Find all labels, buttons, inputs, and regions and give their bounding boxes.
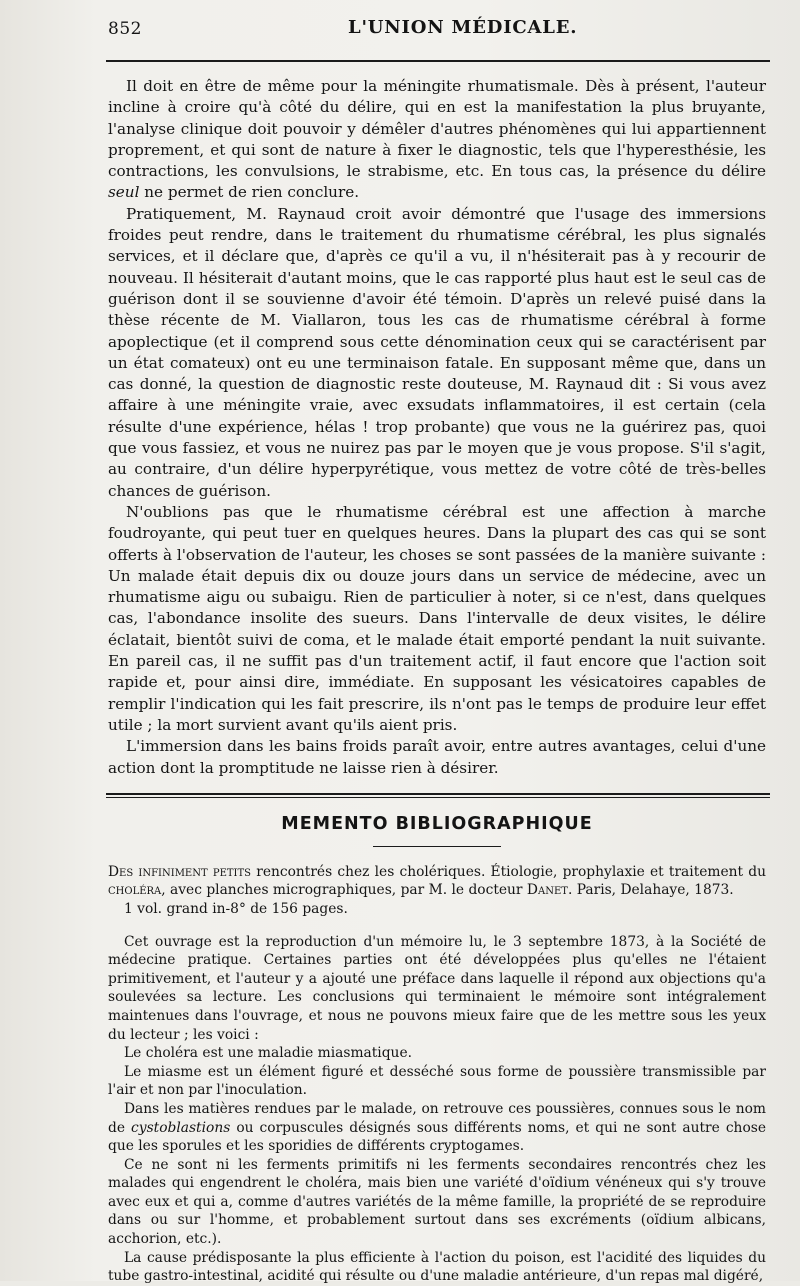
article-italic-seul: seul bbox=[108, 183, 140, 202]
page-number: 852 bbox=[108, 19, 142, 39]
article-paragraph-1-tail: ne permet de rien conclure. bbox=[139, 183, 360, 202]
review-paragraph-1: Cet ouvrage est la reproduction d'un mémoire lu, le 3 septembre 1873, à la Société de médecine pratique. Certaines parties ont été développées plus qu'elles ne l'étaient primitivement, et l'auteur y a ajouté une préface dans laquelle il répond aux objections qu'a soulevées sa lecture. Les conclusions qui terminaient le mémoire sont intégralement maintenues dans l'ouvrage, et nous ne pouvons mieux faire que de les mettre sous les yeux du lecteur ; les voici : bbox=[108, 933, 766, 1043]
running-head bbox=[108, 14, 766, 48]
article-paragraph-1 bbox=[108, 76, 766, 204]
ref-author-smallcaps: Danet bbox=[526, 882, 568, 899]
memento-title: MEMENTO BIBLIOGRAPHIQUE bbox=[281, 813, 593, 834]
ref-cholera-smallcaps: choléra bbox=[108, 882, 162, 899]
article-body bbox=[108, 76, 766, 779]
ref-title-smallcaps: Des infiniment petits bbox=[108, 863, 252, 880]
ref-after-cholera: , avec planches micrographiques, par M. le docteur bbox=[161, 882, 527, 899]
review-paragraph-6: La cause prédisposante la plus efficiente à l'action du poison, est l'acidité des liquides du tube gastro-intestinal, acidité qui résulte ou d'une maladie antérieure, d'un repas mal digéré, bbox=[108, 1249, 766, 1285]
ref-publisher: . Paris, Delahaye, 1873. bbox=[567, 882, 734, 899]
review-paragraph-4 bbox=[108, 1100, 766, 1156]
bibliographic-reference bbox=[108, 863, 766, 919]
bibliography-section bbox=[108, 863, 766, 1286]
review-paragraph-2: Le choléra est une maladie miasmatique. bbox=[124, 1045, 412, 1062]
header-rule bbox=[106, 60, 770, 62]
review-paragraph-4-tail: ou corpuscules désignés sous différents noms, et qui ne sont autre chose que les sporules et les sporidies de différents cryptogames. bbox=[108, 1119, 766, 1155]
review-paragraph-3: Le miasme est un élément figuré et desséché sous forme de poussière transmissible par l'air et non par l'inoculation. bbox=[108, 1063, 766, 1099]
review-paragraph-4-head: Dans les matières rendues par le malade, on retrouve ces poussières, connues sous le nom de bbox=[108, 1100, 766, 1136]
review-paragraph-5: Ce ne sont ni les ferments primitifs ni les ferments secondaires rencontrés chez les malades qui engendrent le choléra, mais bien une variété d'oïdium vénéneux qui s'y trouve avec eux et qui a, comme d'autres variétés de la même famille, la propriété de se reproduire dans ou sur l'homme, et probablement surtout dans ses excréments (oïdium albicans, acchorion, etc.). bbox=[108, 1156, 766, 1248]
memento-underline bbox=[373, 846, 501, 847]
article-paragraph-4: L'immersion dans les bains froids paraît avoir, entre autres avantages, celui d'une action dont la promptitude ne laisse rien à désirer. bbox=[108, 737, 766, 777]
review-italic-cystoblastions: cystoblastions bbox=[131, 1119, 231, 1136]
article-paragraph-2: Pratiquement, M. Raynaud croit avoir démontré que l'usage des immersions froides peut rendre, dans le traitement du rhumatisme cérébral, les plus signalés services, et il déclare que, d'après ce qu'il a vu, il n'hésiterait pas à y recourir de nouveau. Il hésiterait d'autant moins, que le cas rapporté plus haut est le seul cas de guérison dont il se souvienne d'avoir été témoin. D'après un relevé puisé dans la thèse récente de M. Viallaron, tous les cas de rhumatisme cérébral à forme apoplectique (et il comprend sous cette dénomination ceux qui se caractérisent par un état comateux) ont eu une terminaison fatale. En supposant même que, dans un cas donné, la question de diagnostic reste douteuse, M. Raynaud dit : Si vous avez affaire à une méningite vraie, avec exsudats inflammatoires, il est certain (cela résulte d'une expérience, hélas ! trop probante) que vous ne la guérirez pas, quoi que vous fassiez, et vous ne nuirez pas par le moyen que je vous propose. S'il s'agit, au contraire, d'un délire hyperpyrétique, vous mettez de votre côté de très-belles chances de guérison. bbox=[108, 204, 766, 500]
ref-title-rest: rencontrés chez les cholériques. Étiologie, prophylaxie et traitement du bbox=[251, 863, 766, 880]
journal-title: L'UNION MÉDICALE. bbox=[348, 17, 578, 38]
ref-format: 1 vol. grand in-8° de 156 pages. bbox=[124, 900, 348, 917]
section-double-rule bbox=[106, 793, 770, 798]
article-paragraph-3: N'oublions pas que le rhumatisme cérébral est une affection à marche foudroyante, qui peut tuer en quelques heures. Dans la plupart des cas qui se sont offerts à l'observation de l'auteur, les choses se sont passées de la manière suivante : Un malade était depuis dix ou douze jours dans un service de médecine, avec un rhumatisme aigu ou subaigu. Rien de particulier à noter, si ce n'est, dans quelques cas, l'abondance insolite des sueurs. Dans l'intervalle de deux visites, le délire éclatait, bientôt suivi de coma, et le malade était emporté pendant la nuit suivante. En pareil cas, il ne suffit pas d'un traitement actif, il faut encore que l'action soit rapide et, pour ainsi dire, immédiate. En supposant les vésicatoires capables de remplir l'indication qui les fait prescrire, ils n'ont pas le temps de produire leur effet utile ; la mort survient avant qu'ils aient pris. bbox=[108, 502, 766, 734]
article-paragraph-1-text: Il doit en être de même pour la méningite rhumatismale. Dès à présent, l'auteur incline à croire qu'à côté du délire, qui en est la manifestation la plus bruyante, l'analyse clinique doit pouvoir y démêler d'autres phénomènes qui lui appartiennent proprement, et qui sont de nature à fixer le diagnostic, tels que l'hyperesthésie, les contractions, les convulsions, le strabisme, etc. En tous cas, la présence du délire bbox=[108, 77, 766, 181]
